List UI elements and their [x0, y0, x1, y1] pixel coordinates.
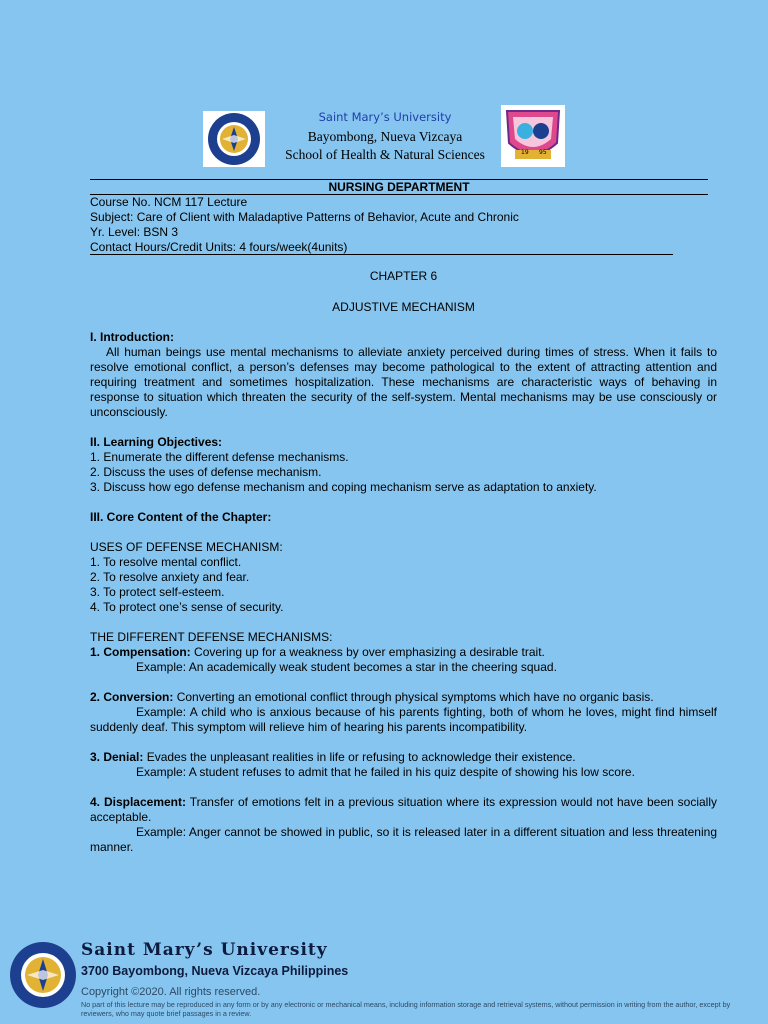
school-crest-logo	[501, 105, 565, 167]
uses-item: 3. To protect self-esteem.	[90, 585, 225, 599]
introduction-text: All human beings use mental mechanisms to alleviate anxiety perceived during times of stress. When it fails to resolve emotional conflict, a person’s defenses may become pathological to the extent of attracting attention and requiring treatment and sometimes hospitalization. These mechanisms are characteristic ways of behaving in response to situation which threaten the security of the self-system. Mental mechanisms may be use consciously or unconsciously.	[90, 345, 717, 419]
core-content-heading: III. Core Content of the Chapter:	[90, 510, 272, 524]
mechanism-example: Example: Anger cannot be showed in public, so it is released later in a different situation and less threatening manner.	[90, 825, 717, 854]
objective-item: 3. Discuss how ego defense mechanism and coping mechanism serve as adaptation to anxiety.	[90, 480, 597, 494]
mechanism-example: Example: An academically weak student becomes a star in the cheering squad.	[136, 660, 557, 674]
mechanism-conversion	[90, 690, 717, 705]
contact-hours: Contact Hours/Credit Units: 4 fours/week(4units)	[90, 240, 348, 254]
divider	[90, 254, 673, 255]
crest-year-right: 95	[539, 149, 547, 156]
course-number: Course No. NCM 117 Lecture	[90, 195, 248, 209]
copyright-notice: No part of this lecture may be reproduced in any form or by any electronic or mechanical means, including information storage and retrieval systems, without permission in writing from the author, except by reviewers, who may quote brief passages in a review.	[81, 1000, 731, 1018]
year-level: Yr. Level: BSN 3	[90, 225, 179, 239]
mechanism-definition: Converting an emotional conflict through physical symptoms which have no organic basis.	[173, 690, 654, 704]
mechanism-denial	[90, 750, 717, 765]
chapter-body	[90, 269, 717, 855]
mechanism-definition: Evades the unpleasant realities in life or refusing to acknowledge their existence.	[143, 750, 576, 764]
uses-item: 2. To resolve anxiety and fear.	[90, 570, 250, 584]
footer-university-name: Saint Mary’s University	[81, 940, 328, 960]
course-subject: Subject: Care of Client with Maladaptive Patterns of Behavior, Acute and Chronic	[90, 210, 519, 224]
letterhead	[0, 100, 768, 175]
mechanism-definition: Transfer of emotions felt in a previous situation where its expression would not have been socially acceptable.	[90, 795, 717, 824]
chapter-number: CHAPTER 6	[369, 269, 438, 283]
objectives-heading: II. Learning Objectives:	[90, 435, 223, 449]
page-footer	[0, 930, 768, 1024]
footer-seal-logo	[8, 940, 78, 1010]
university-seal-logo	[203, 111, 265, 167]
mechanism-compensation	[90, 645, 717, 660]
mechanism-example: Example: A student refuses to admit that he failed in his quiz despite of showing his low score.	[136, 765, 635, 779]
copyright: Copyright ©2020. All rights reserved.	[81, 986, 261, 998]
university-name: Saint Mary’s University	[318, 110, 452, 124]
mechanism-displacement	[90, 795, 717, 825]
mechanism-term: 4. Displacement:	[90, 795, 186, 809]
footer-address: 3700 Bayombong, Nueva Vizcaya Philippines	[81, 964, 349, 978]
uses-heading: USES OF DEFENSE MECHANISM:	[90, 540, 283, 554]
mechanism-term: 1. Compensation:	[90, 645, 191, 659]
mechanisms-heading: THE DIFFERENT DEFENSE MECHANISMS:	[90, 630, 333, 644]
objective-item: 1. Enumerate the different defense mechanisms.	[90, 450, 349, 464]
mechanism-term: 3. Denial:	[90, 750, 144, 764]
uses-item: 4. To protect one’s sense of security.	[90, 600, 284, 614]
chapter-title: ADJUSTIVE MECHANISM	[332, 300, 475, 314]
mechanism-definition: Covering up for a weakness by over emphasizing a desirable trait.	[190, 645, 545, 659]
university-location: Bayombong, Nueva Vizcaya	[307, 129, 463, 144]
mechanism-term: 2. Conversion:	[90, 690, 174, 704]
introduction-heading: I. Introduction:	[90, 330, 174, 344]
crest-year-left: 19	[521, 149, 529, 156]
uses-item: 1. To resolve mental conflict.	[90, 555, 242, 569]
school-name: School of Health & Natural Sciences	[285, 147, 485, 162]
objective-item: 2. Discuss the uses of defense mechanism.	[90, 465, 322, 479]
department-title: NURSING DEPARTMENT	[328, 180, 470, 194]
mechanism-example: Example: A child who is anxious because of his parents fighting, both of whom he loves, might find himself suddenly deaf. This symptom will relieve him of hearing his parents incompatibility.	[90, 705, 717, 734]
